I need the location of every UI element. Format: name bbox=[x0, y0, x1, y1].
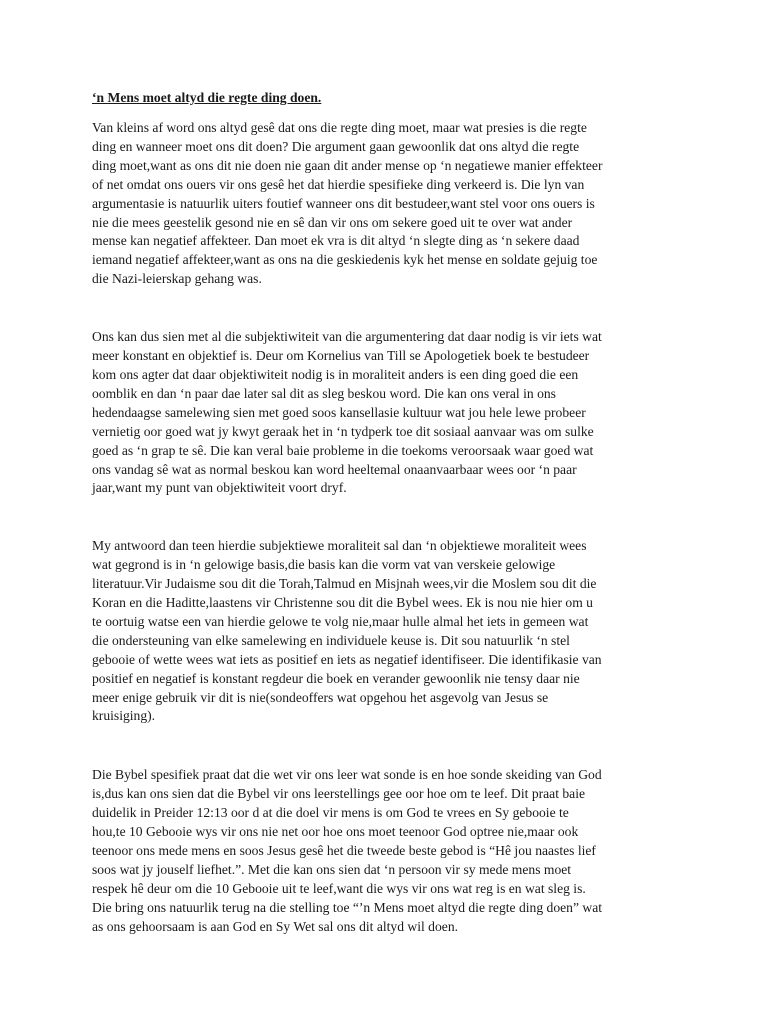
text-line: nie die mees geestelik gesond nie en sê dan vir ons om sekere goed uit te over wat ander bbox=[92, 214, 573, 230]
text-line: te oortuig watse een van hierdie gelowe te volg nie,maar hulle almal het iets in gemeen wat bbox=[92, 613, 589, 629]
text-line: as ons gehoorsaam is aan God en Sy Wet sal ons dit altyd wil doen. bbox=[92, 918, 459, 934]
text-line: jaar,want my punt van objektiwiteit voort dryf. bbox=[92, 480, 347, 496]
text-line: meer konstant en objektief is. Deur om Kornelius van Till se Apologetiek boek te bestudeer bbox=[92, 348, 590, 364]
text-line: goed as ‘n grap te sê. Die kan veral baie probleme in die toekoms veroorsaak waar goed wat bbox=[92, 442, 594, 458]
paragraph-2 bbox=[92, 328, 682, 498]
text-line: of net omdat ons ouers vir ons gesê het dat hierdie spesifieke ding verkeerd is. Die lyn van bbox=[92, 176, 585, 192]
text-line: positief en negatief is konstant regdeur die boek en verander gewoonlik nie tensy daar nie bbox=[92, 670, 580, 686]
paragraph-3 bbox=[92, 537, 682, 726]
text-line: hedendaagse samelewing sien met goed soos kansellasie kultuur wat jou hele lewe probeer bbox=[92, 404, 586, 420]
text-line: Die bring ons natuurlik terug na die stelling toe “’n Mens moet altyd die regte ding doen” wat bbox=[92, 899, 603, 915]
text-line: die ondersteuning van elke samelewing en individuele keuse is. Dit sou natuurlik ‘n stel bbox=[92, 632, 570, 648]
text-line: vernietig oor goed wat jy kwyt geraak het in ‘n tydperk toe dit sosiaal aanvaar was om sulke bbox=[92, 423, 594, 439]
text-line: soos wat jy jouself liefhet.”. Met die kan ons sien dat ‘n persoon vir sy mede mens moet bbox=[92, 861, 572, 877]
text-line: hou,te 10 Gebooie wys vir ons nie net oor hoe ons moet teenoor God optree nie,maar ook bbox=[92, 824, 579, 840]
text-line: iemand negatief affekteer,want as ons na die geskiedenis kyk het mense en soldate gejuig toe bbox=[92, 252, 598, 268]
document-title: ‘n Mens moet altyd die regte ding doen. bbox=[92, 90, 322, 105]
text-line: duidelik in Preider 12:13 oor d at die doel vir mens is om God te vrees en Sy gebooie te bbox=[92, 805, 569, 821]
text-line: ding moet,want as ons dit nie doen nie gaan dit ander mense op ‘n negatiewe manier effekteer bbox=[92, 157, 603, 173]
text-line: literatuur.Vir Judaisme sou dit die Torah,Talmud en Misjnah wees,vir die Moslem sou dit die bbox=[92, 576, 597, 592]
text-line: ons vandag sê wat as normal beskou kan word heeltemal onaanvaarbaar wees oor ‘n paar bbox=[92, 461, 577, 477]
document-page bbox=[92, 88, 682, 937]
text-line: teenoor ons mede mens en soos Jesus gesê het die tweede beste gebod is “Hê jou naastes lief bbox=[92, 843, 596, 858]
text-line: ding en wanneer moet ons dit doen? Die argument gaan gewoonlik dat ons altyd die regte bbox=[92, 138, 580, 154]
text-line: wat gegrond is in ‘n gelowige basis,die basis kan die vorm vat van verskeie gelowige bbox=[92, 557, 556, 573]
text-line: die Nazi-leierskap gehang was. bbox=[92, 271, 262, 287]
text-line: is,dus kan ons sien dat die Bybel vir ons leerstellings gee oor hoe om te leef. Dit praat baie bbox=[92, 786, 586, 802]
text-line: respek hê deur om die 10 Gebooie uit te leef,want die wys vir ons wat reg is en wat sleg is. bbox=[92, 880, 586, 896]
text-line: meer enige gebruik vir dit is nie(sondeoffers wat opgehou het asgevolg van Jesus se bbox=[92, 689, 549, 705]
text-line: kruisiging). bbox=[92, 708, 156, 724]
paragraph-1 bbox=[92, 119, 682, 289]
text-line: Die Bybel spesifiek praat dat die wet vir ons leer wat sonde is en hoe sonde skeiding van God bbox=[92, 767, 602, 783]
text-line: My antwoord dan teen hierdie subjektiewe moraliteit sal dan ‘n objektiewe moraliteit wees bbox=[92, 538, 587, 554]
paragraph-4 bbox=[92, 766, 682, 936]
text-line: kom ons agter dat daar objektiwiteit nodig is in moraliteit anders is een ding goed die een bbox=[92, 366, 579, 382]
text-line: argumentasie is natuurlik uiters foutief wanneer ons dit bestudeer,want stel voor ons ouers is bbox=[92, 195, 595, 211]
text-line: gebooie of wette wees wat iets as positief en iets as negatief identifiseer. Die identifikasie van bbox=[92, 651, 602, 667]
text-line: Ons kan dus sien met al die subjektiwiteit van die argumentering dat daar nodig is vir iets wat bbox=[92, 329, 602, 345]
text-line: oomblik en dan ‘n paar dae later sal dit as sleg beskou word. Die kan ons veral in ons bbox=[92, 385, 556, 401]
text-line: Van kleins af word ons altyd gesê dat ons die regte ding moet, maar wat presies is die regte bbox=[92, 120, 587, 135]
text-line: mense kan negatief affekteer. Dan moet ek vra is dit altyd ‘n slegte ding as ‘n sekere daad bbox=[92, 233, 580, 249]
text-line: Koran en die Haditte,laastens vir Christenne sou dit die Bybel wees. Ek is nou nie hier om u bbox=[92, 595, 593, 611]
